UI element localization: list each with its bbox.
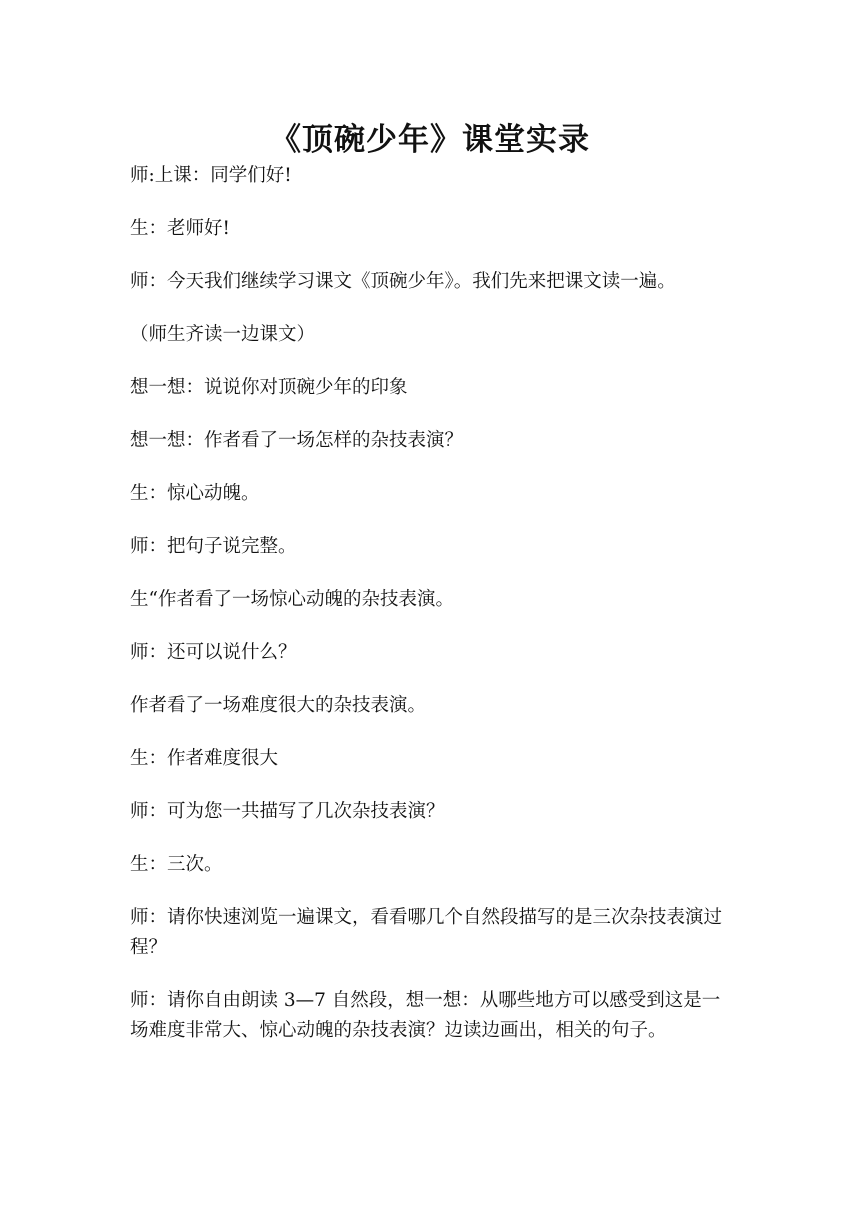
paragraph: 生：惊心动魄。 xyxy=(130,483,260,504)
paragraph: 师：可为您一共描写了几次杂技表演？ xyxy=(130,801,445,822)
paragraph: 师：请你自由朗读 3—7 自然段，想一想：从哪些地方可以感受到这是一场难度非常大、惊心动魄的杂技表演？边读边画出，相关的句子。 xyxy=(130,990,721,1041)
paragraph: （师生齐读一边课文） xyxy=(130,324,316,345)
paragraph: 师：请你快速浏览一遍课文，看看哪几个自然段描写的是三次杂技表演过程？ xyxy=(130,907,723,958)
paragraph: 师：今天我们继续学习课文《顶碗少年》。我们先来把课文读一遍。 xyxy=(130,271,676,292)
paragraph: 师：还可以说什么？ xyxy=(130,642,297,663)
paragraph: 生：老师好! xyxy=(130,218,230,239)
paragraph: 生：作者难度很大 xyxy=(130,748,279,769)
paragraph: 想一想：作者看了一场怎样的杂技表演？ xyxy=(130,430,464,451)
paragraph: 想一想：说说你对顶碗少年的印象 xyxy=(130,377,408,398)
paragraph: 师:上课：同学们好! xyxy=(130,165,292,186)
paragraph: 生“作者看了一场惊心动魄的杂技表演。 xyxy=(130,589,454,610)
document-body xyxy=(130,161,736,1069)
document-title: 《顶碗少年》课堂实录 xyxy=(270,121,590,158)
paragraph: 师：把句子说完整。 xyxy=(130,536,297,557)
paragraph: 生：三次。 xyxy=(130,854,223,875)
paragraph: 作者看了一场难度很大的杂技表演。 xyxy=(130,695,427,716)
